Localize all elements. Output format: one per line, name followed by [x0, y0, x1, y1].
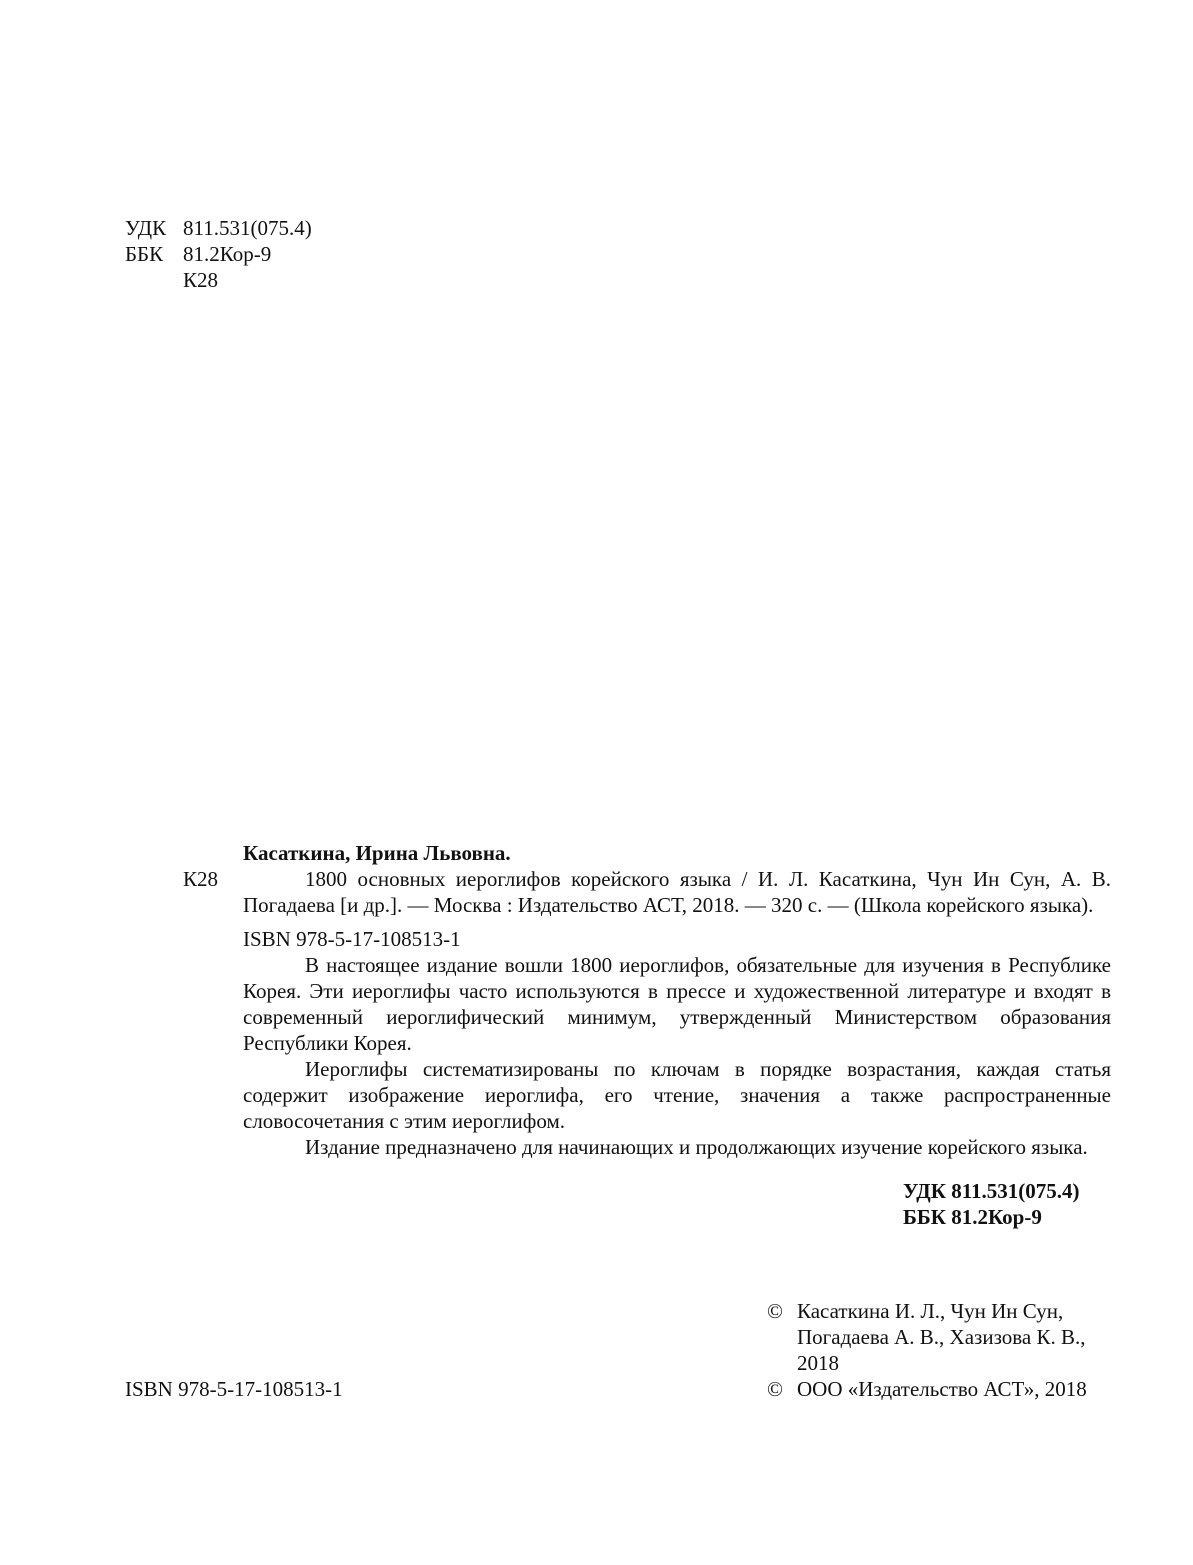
bbk-bold: ББК 81.2Кор-9: [903, 1205, 1042, 1229]
copyright-authors-line1: Касаткина И. Л., Чун Ин Сун,: [797, 1299, 1064, 1323]
copyright-publisher-text: ООО «Издательство АСТ», 2018: [797, 1377, 1087, 1401]
copyright-publisher: [767, 1376, 1127, 1402]
author-mark-top: К28: [183, 268, 219, 292]
copyright-authors-line2: Погадаева А. В., Хазизова К. В.,: [797, 1325, 1086, 1349]
author-mark-side: К28: [183, 867, 219, 891]
bibliographic-record: [243, 840, 1111, 1160]
author-mark-row: [125, 267, 218, 293]
udk-value: 811.531(075.4): [183, 216, 312, 240]
udk-label: УДК: [125, 216, 167, 240]
copyright-authors-year: 2018: [797, 1351, 839, 1375]
copyright-icon: ©: [767, 1299, 783, 1323]
copyright-block: [767, 1298, 1127, 1402]
bbk-label: ББК: [125, 242, 164, 266]
annotation-paragraph-3: Издание предназначено для начинающих и продолжающих изучение корейского языка.: [305, 1135, 1088, 1159]
udk-row: [125, 215, 312, 241]
record-author: Касаткина, Ирина Львовна.: [243, 841, 511, 865]
footer-isbn: ISBN 978-5-17-108513-1: [125, 1377, 343, 1401]
bbk-value: 81.2Кор-9: [183, 242, 272, 266]
record-isbn: ISBN 978-5-17-108513-1: [243, 927, 461, 951]
udk-bold: УДК 811.531(075.4): [903, 1179, 1080, 1203]
annotation-paragraph-1: В настоящее издание вошли 1800 иероглифов, обязательные для изучения в Республике Корея. Эти иероглифы часто используются в прессе и художественной литературе и входят в современный иероглифический минимум, утвержденный Министерством образования Республики Корея.: [243, 953, 1111, 1055]
annotation-paragraph-2: Иероглифы систематизированы по ключам в порядке возрастания, каждая статья содержит изображение иероглифа, его чтение, значения а также распространенные словосочетания с этим иероглифом.: [243, 1057, 1111, 1133]
bbk-row: [125, 241, 271, 267]
copyright-authors: [767, 1298, 1127, 1376]
record-description: 1800 основных иероглифов корейского языка / И. Л. Касаткина, Чун Ин Сун, А. В. Погадаева [и др.]. — Москва : Издательство АСТ, 2018. — 320 с. — (Школа корейского языка).: [243, 867, 1111, 917]
copyright-icon: ©: [767, 1377, 783, 1401]
